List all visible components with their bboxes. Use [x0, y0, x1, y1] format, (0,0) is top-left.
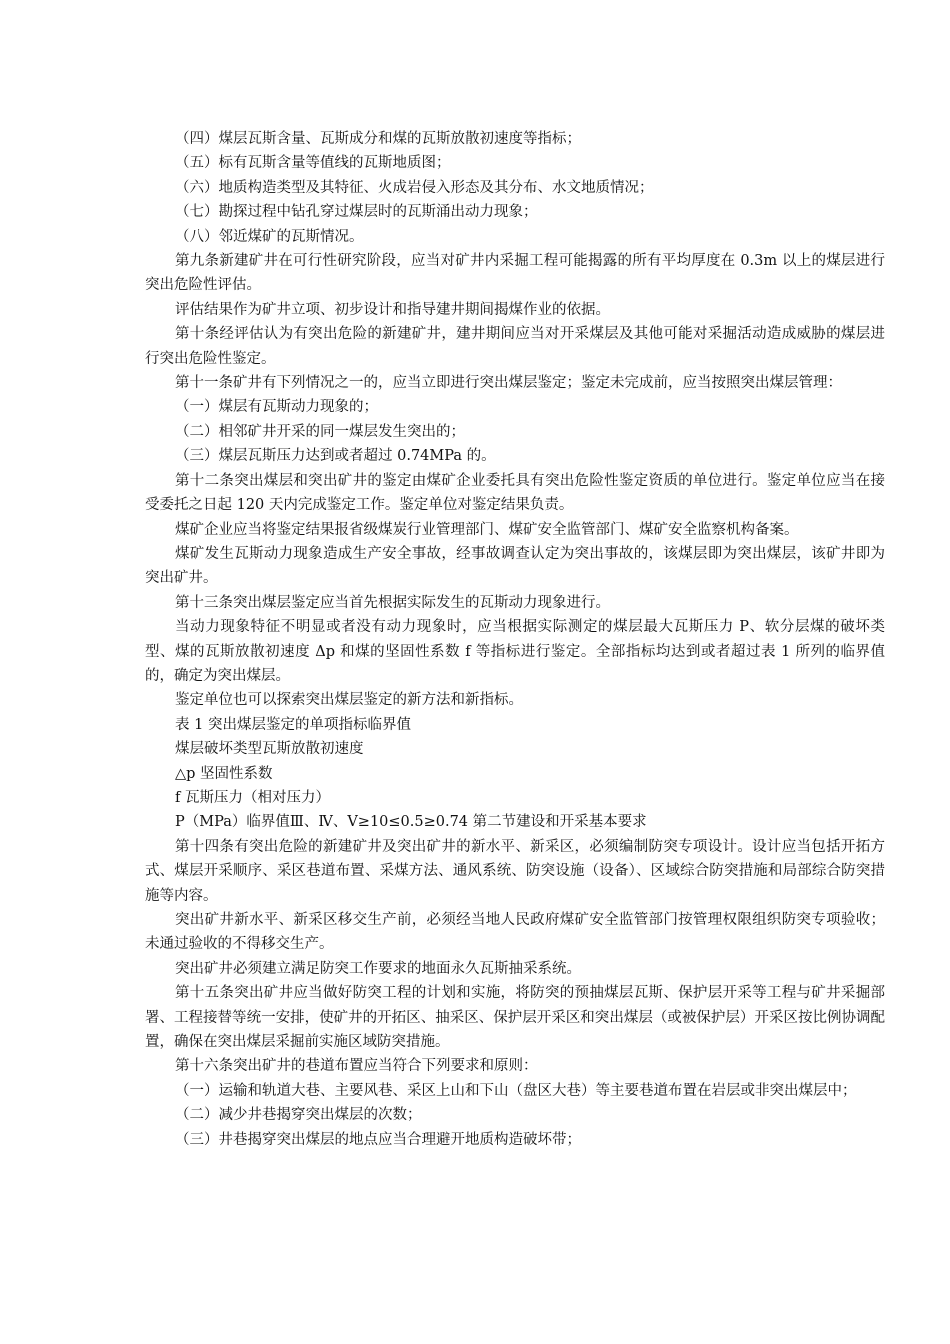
- paragraph-req-1: （一）运输和轨道大巷、主要风巷、采区上山和下山（盘区大巷）等主要巷道布置在岩层或非突出煤层中；: [175, 1082, 857, 1099]
- paragraph-indicators: 当动力现象特征不明显或者没有动力现象时，应当根据实际测定的煤层最大瓦斯压力 P、软分层煤的破坏类型、煤的瓦斯放散初速度 Δp 和煤的坚固性系数 f 等指标进行鉴定。全部指标均达到或者超过表 1 所列的临界值的，确定为突出煤层。: [145, 619, 885, 684]
- paragraph-item-1: （一）煤层有瓦斯动力现象的；: [175, 399, 378, 416]
- table-text-line-3: f 瓦斯压力（相对压力）: [175, 789, 330, 806]
- paragraph-article-15: 第十五条突出矿井应当做好防突工程的计划和实施，将防突的预抽煤层瓦斯、保护层开采等工程与矿井采掘部署、工程接替等统一安排，使矿井的开拓区、抽采区、保护层开采区和突出煤层（或被保护层）开采区按比例协调配置，确保在突出煤层采掘前实施区域防突措施。: [145, 985, 885, 1051]
- document-page: [145, 127, 885, 1152]
- paragraph-req-2: （二）减少井巷揭穿突出煤层的次数；: [175, 1107, 422, 1124]
- paragraph-assessment: 评估结果作为矿井立项、初步设计和指导建井期间揭煤作业的依据。: [175, 301, 610, 318]
- paragraph-item-3: （三）煤层瓦斯压力达到或者超过 0.74MPa 的。: [175, 448, 496, 465]
- paragraph-item-4: （四）煤层瓦斯含量、瓦斯成分和煤的瓦斯放散初速度等指标；: [175, 131, 581, 147]
- paragraph-new-methods: 鉴定单位也可以探索突出煤层鉴定的新方法和新指标。: [175, 692, 523, 709]
- paragraph-article-16: 第十六条突出矿井的巷道布置应当符合下列要求和原则：: [175, 1058, 538, 1075]
- paragraph-item-2: （二）相邻矿井开采的同一煤层发生突出的；: [175, 423, 465, 440]
- table-text-line-1: 煤层破坏类型瓦斯放散初速度: [175, 741, 364, 758]
- paragraph-article-9: 第九条新建矿井在可行性研究阶段，应当对矿井内采掘工程可能揭露的所有平均厚度在 0.3m 以上的煤层进行突出危险性评估。: [145, 253, 885, 294]
- paragraph-item-7: （七）勘探过程中钻孔穿过煤层时的瓦斯涌出动力现象；: [175, 204, 538, 221]
- table-text-line-2: △p 坚固性系数: [175, 765, 273, 782]
- paragraph-article-11: 第十一条矿井有下列情况之一的，应当立即进行突出煤层鉴定；鉴定未完成前，应当按照突出煤层管理：: [175, 375, 842, 392]
- table-text-line-4: P（MPa）临界值Ⅲ、Ⅳ、Ⅴ≥10≤0.5≥0.74 第二节建设和开采基本要求: [175, 814, 647, 831]
- paragraph-item-6: （六）地质构造类型及其特征、火成岩侵入形态及其分布、水文地质情况；: [175, 179, 654, 196]
- paragraph-filing: 煤矿企业应当将鉴定结果报省级煤炭行业管理部门、煤矿安全监管部门、煤矿安全监察机构备案。: [175, 521, 799, 538]
- paragraph-item-5: （五）标有瓦斯含量等值线的瓦斯地质图；: [175, 155, 451, 172]
- paragraph-article-12: 第十二条突出煤层和突出矿井的鉴定由煤矿企业委托具有突出危险性鉴定资质的单位进行。鉴定单位应当在接受委托之日起 120 天内完成鉴定工作。鉴定单位对鉴定结果负责。: [145, 472, 885, 514]
- paragraph-acceptance: 突出矿井新水平、新采区移交生产前，必须经当地人民政府煤矿安全监管部门按管理权限组织防突专项验收；未通过验收的不得移交生产。: [145, 912, 885, 953]
- paragraph-article-10: 第十条经评估认为有突出危险的新建矿井，建井期间应当对开采煤层及其他可能对采掘活动造成威胁的煤层进行突出危险性鉴定。: [145, 326, 885, 367]
- paragraph-accident: 煤矿发生瓦斯动力现象造成生产安全事故，经事故调查认定为突出事故的，该煤层即为突出煤层，该矿井即为突出矿井。: [145, 545, 885, 587]
- paragraph-item-8: （八）邻近煤矿的瓦斯情况。: [175, 228, 364, 245]
- paragraph-article-14: 第十四条有突出危险的新建矿井及突出矿井的新水平、新采区，必须编制防突专项设计。设计应当包括开拓方式、煤层开采顺序、采区巷道布置、采煤方法、通风系统、防突设施（设备）、区域综合防突措施和局部综合防突措施等内容。: [145, 838, 885, 904]
- paragraph-article-13: 第十三条突出煤层鉴定应当首先根据实际发生的瓦斯动力现象进行。: [175, 594, 610, 611]
- table-caption: 表 1 突出煤层鉴定的单项指标临界值: [175, 716, 411, 733]
- paragraph-req-3: （三）井巷揭穿突出煤层的地点应当合理避开地质构造破坏带；: [175, 1131, 581, 1148]
- paragraph-drainage-system: 突出矿井必须建立满足防突工作要求的地面永久瓦斯抽采系统。: [175, 960, 581, 977]
